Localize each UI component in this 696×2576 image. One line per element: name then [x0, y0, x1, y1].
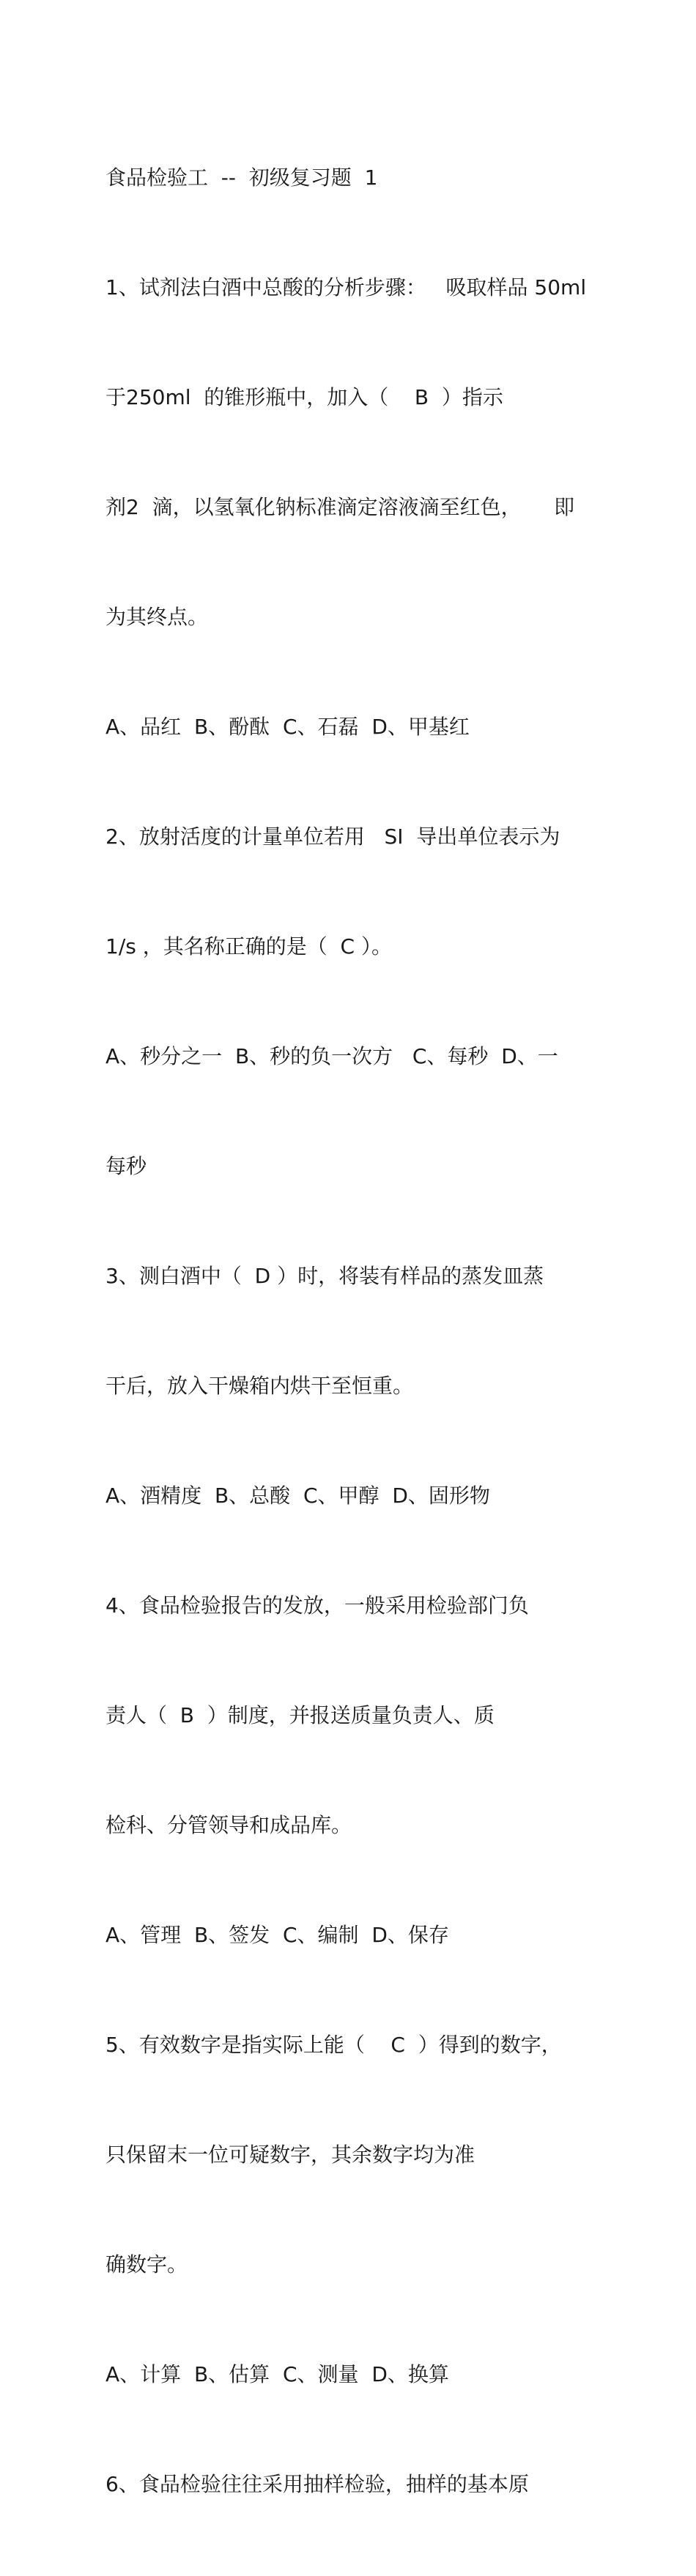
- question-4-line-2: 责人（ B ）制度，并报送质量负责人、质: [105, 1703, 495, 1727]
- question-4-line-1: 4、食品检验报告的发放，一般采用检验部门负: [105, 1593, 529, 1618]
- question-5-line-2: 只保留末一位可疑数字，其余数字均为准: [105, 2143, 475, 2167]
- document-body: [105, 86, 604, 2576]
- question-5-line-3: 确数字。: [105, 2252, 188, 2277]
- question-6-line-1: 6、食品检验往往采用抽样检验，抽样的基本原: [105, 2472, 529, 2496]
- question-2-line-1: 2、放射活度的计量单位若用 SI 导出单位表示为: [105, 824, 560, 849]
- question-1-line-4: 为其终点。: [105, 605, 209, 629]
- question-5-options: A、计算 B、估算 C、测量 D、换算: [105, 2362, 449, 2386]
- question-2-options-line-2: 每秒: [105, 1154, 147, 1178]
- question-1-line-2: 于250ml 的锥形瓶中，加入（ B ）指示: [105, 385, 503, 409]
- question-2-options-line-1: A、秒分之一 B、秒的负一次方 C、每秒 D、一: [105, 1044, 558, 1068]
- question-3-line-2: 干后，放入干燥箱内烘干至恒重。: [105, 1374, 414, 1398]
- document-title: 食品检验工 -- 初级复习题 1: [105, 165, 378, 190]
- question-1-line-1: 1、试剂法白酒中总酸的分析步骤： 吸取样品 50ml: [105, 275, 587, 299]
- question-2-line-2: 1/s ，其名称正确的是（ C ）。: [105, 934, 392, 958]
- question-1-line-3: 剂2 滴，以氢氧化钠标准滴定溶液滴至红色， 即: [105, 495, 575, 519]
- question-1-options: A、品红 B、酚酞 C、石磊 D、甲基红: [105, 715, 470, 739]
- question-3-line-1: 3、测白酒中（ D ）时，将装有样品的蒸发皿蒸: [105, 1264, 544, 1288]
- question-5-line-1: 5、有效数字是指实际上能（ C ）得到的数字，: [105, 2033, 562, 2057]
- question-4-options: A、管理 B、签发 C、编制 D、保存: [105, 1923, 449, 1947]
- question-3-options: A、酒精度 B、总酸 C、甲醇 D、固形物: [105, 1484, 490, 1508]
- question-4-line-3: 检科、分管领导和成品库。: [105, 1813, 352, 1837]
